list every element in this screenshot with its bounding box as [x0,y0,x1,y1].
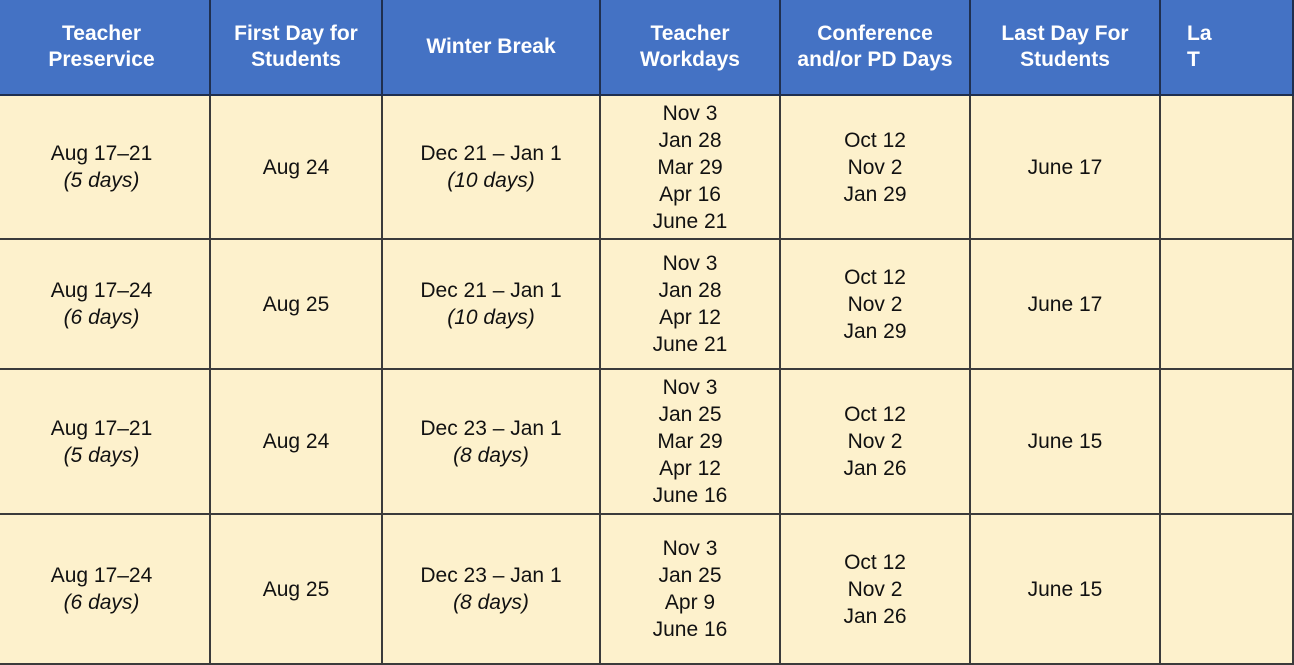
last-day-cell [970,239,1160,369]
workday-date: Mar 29 [657,430,723,453]
winter-break-day-count: (10 days) [447,169,535,192]
workday-date: Nov 3 [662,101,718,125]
pd-day-date: Oct 12 [844,128,906,152]
header-teacher-workdays: Teacher Workdays [600,0,780,95]
workday-date: Apr 16 [659,182,721,206]
last-day-date: June 15 [1027,577,1103,601]
last-day-cell [970,514,1160,664]
pd-day-date: Jan 29 [843,182,907,206]
preservice-dates: Aug 17–21 [50,416,153,440]
preservice-day-count: (5 days) [63,169,140,192]
header-last-day-students: Last Day For Students [970,0,1160,95]
header-first-day-students: First Day for Students [210,0,382,95]
pd-day-date: Oct 12 [844,550,906,574]
workday-date: Apr 12 [659,306,721,329]
pd-days-cell [780,514,970,664]
preservice-day-count: (6 days) [63,591,140,614]
preservice-day-count: (5 days) [63,443,140,467]
first-day-date: Aug 24 [262,430,330,453]
pd-days-cell [780,369,970,514]
winter-break-dates: Dec 23 – Jan 1 [420,564,562,587]
header-winter-break: Winter Break [382,0,600,95]
first-day-cell [210,95,382,239]
first-day-cell [210,514,382,664]
table-row [0,239,1293,369]
pd-day-date: Nov 2 [847,430,903,453]
teacher-workdays-cell [600,369,780,514]
table-row [0,95,1293,239]
workday-date: Nov 3 [662,537,718,560]
winter-break-cell [382,514,600,664]
workday-date: Jan 28 [658,128,722,152]
pd-days-cell [780,95,970,239]
preservice-cell [0,369,210,514]
pd-day-date: Nov 2 [847,577,903,601]
header-truncated-column: La T [1160,0,1293,95]
teacher-workdays-cell [600,95,780,239]
last-day-cell [970,95,1160,239]
first-day-cell [210,369,382,514]
last-day-date: June 17 [1027,292,1103,316]
winter-break-day-count: (8 days) [453,591,529,614]
workday-date: Nov 3 [662,252,718,275]
workday-date: Jan 25 [658,564,722,587]
winter-break-cell [382,369,600,514]
workday-date: June 16 [652,618,728,641]
pd-day-date: Jan 26 [843,604,907,628]
winter-break-dates: Dec 21 – Jan 1 [420,142,562,165]
header-row [0,0,1293,95]
pd-day-date: Nov 2 [847,292,903,316]
preservice-day-count: (6 days) [63,306,140,329]
last-day-date: June 15 [1027,430,1103,453]
last-day-date: June 17 [1027,155,1103,179]
pd-days-cell [780,239,970,369]
workday-date: Nov 3 [662,376,718,399]
truncated-cell [1160,369,1293,514]
preservice-dates: Aug 17–24 [50,564,153,587]
workday-date: Apr 12 [659,457,721,480]
winter-break-dates: Dec 23 – Jan 1 [420,416,562,440]
preservice-cell [0,239,210,369]
last-day-cell [970,369,1160,514]
header-conference-pd-days: Conference and/or PD Days [780,0,970,95]
workday-date: Mar 29 [657,155,723,179]
first-day-date: Aug 25 [262,292,330,316]
first-day-date: Aug 25 [262,577,330,601]
pd-day-date: Jan 29 [843,319,907,343]
workday-date: June 21 [652,209,728,233]
truncated-cell [1160,239,1293,369]
table-row [0,369,1293,514]
preservice-dates: Aug 17–21 [50,142,153,165]
winter-break-cell [382,239,600,369]
winter-break-day-count: (8 days) [453,443,529,467]
pd-day-date: Oct 12 [844,265,906,289]
header-teacher-preservice: Teacher Preservice [0,0,210,95]
workday-date: Apr 9 [664,591,716,614]
teacher-workdays-cell [600,514,780,664]
workday-date: June 21 [652,333,728,356]
pd-day-date: Jan 26 [843,457,907,480]
teacher-workdays-cell [600,239,780,369]
workday-date: June 16 [652,484,728,507]
workday-date: Jan 28 [658,279,722,302]
truncated-cell [1160,95,1293,239]
winter-break-dates: Dec 21 – Jan 1 [420,279,562,302]
first-day-date: Aug 24 [262,155,330,179]
pd-day-date: Oct 12 [844,403,906,426]
first-day-cell [210,239,382,369]
pd-day-date: Nov 2 [847,155,903,179]
winter-break-day-count: (10 days) [447,306,535,329]
workday-date: Jan 25 [658,403,722,426]
table-row [0,514,1293,664]
preservice-cell [0,514,210,664]
truncated-cell [1160,514,1293,664]
winter-break-cell [382,95,600,239]
preservice-cell [0,95,210,239]
preservice-dates: Aug 17–24 [50,279,153,302]
